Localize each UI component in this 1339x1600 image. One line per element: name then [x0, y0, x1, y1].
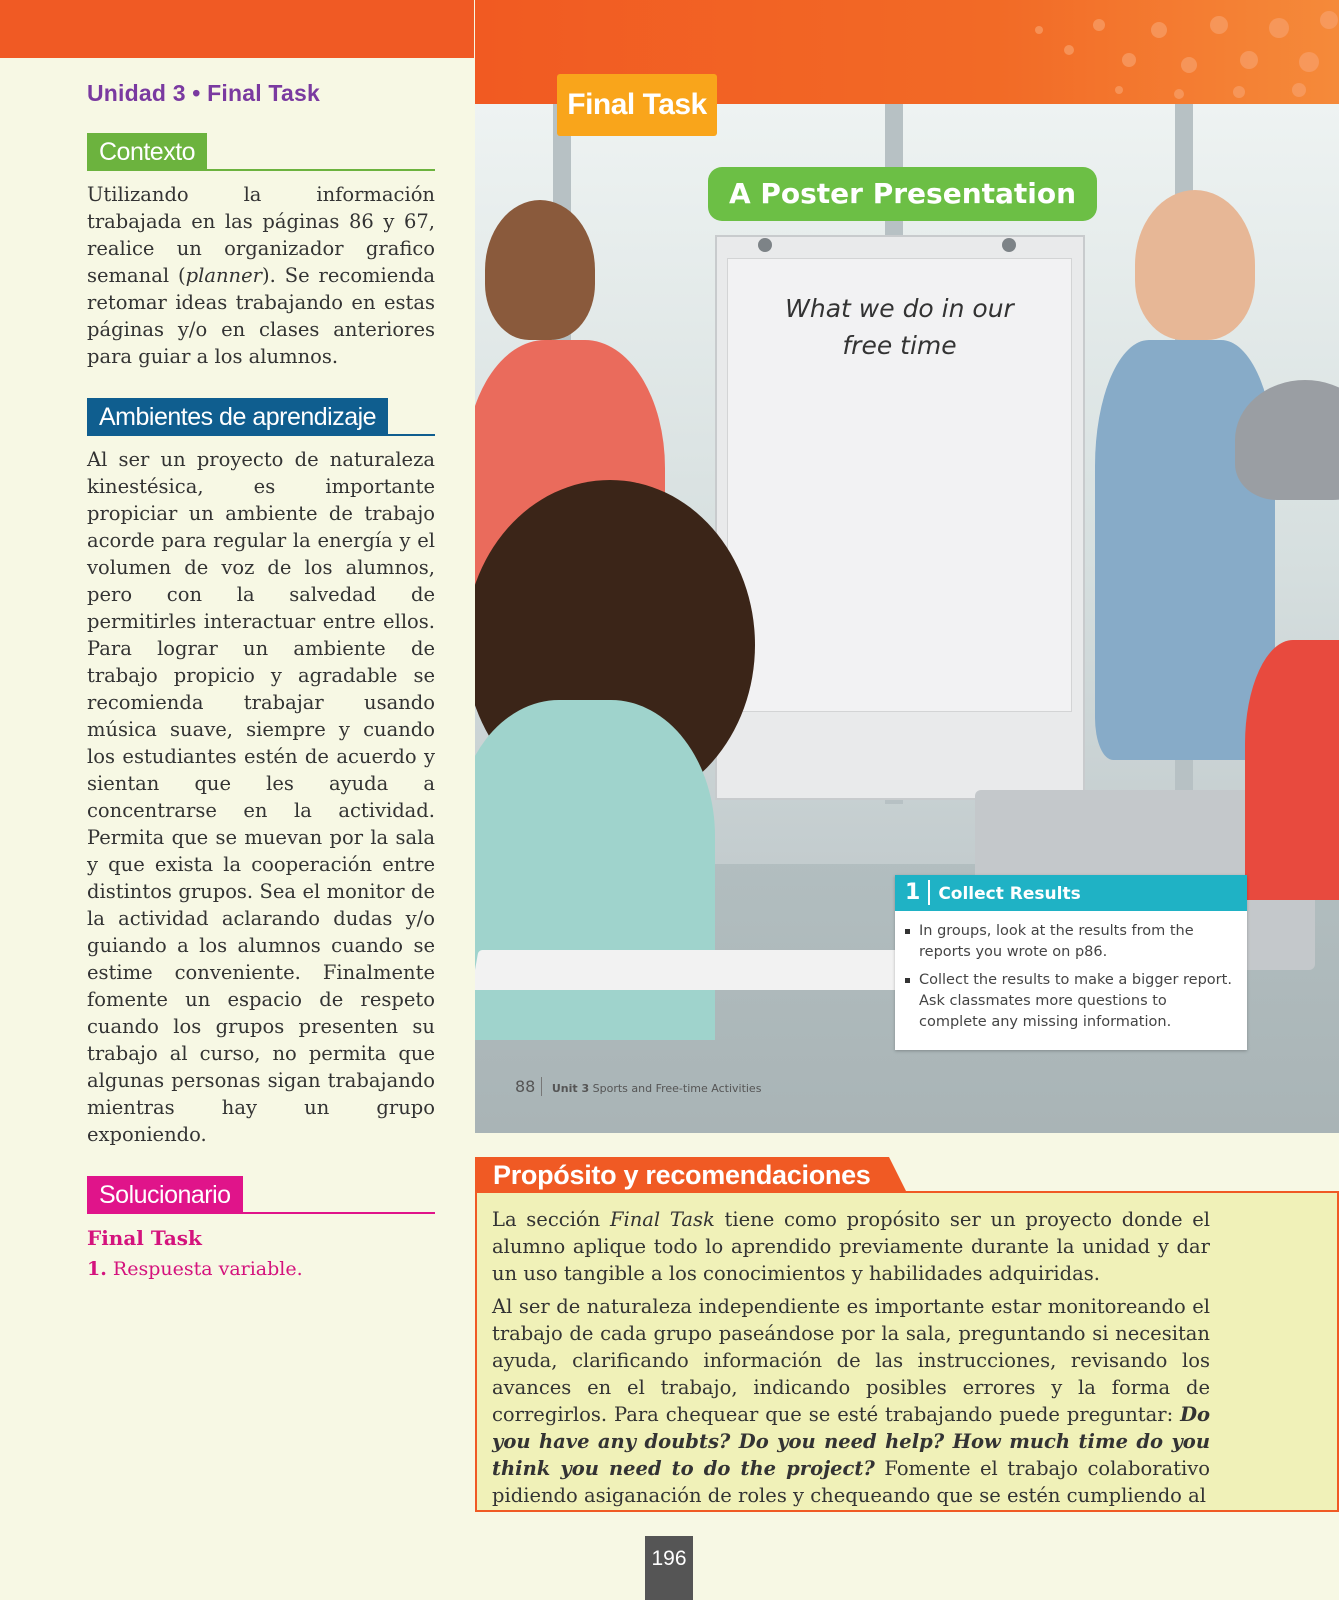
proposito-heading [475, 1157, 1339, 1193]
collect-results-title: Collect Results [938, 884, 1081, 904]
presenter-right-head [1135, 190, 1255, 340]
answer-number: 1. [87, 1258, 107, 1280]
proposito-text [492, 1206, 1210, 1509]
footer-unit: Unit 3 [551, 1082, 590, 1095]
collect-results-box [895, 875, 1247, 1050]
page-number: 196 [645, 1536, 693, 1600]
section-heading-label: Ambientes de aprendizaje [87, 398, 388, 436]
section-heading-label: Contexto [87, 133, 207, 171]
section-contexto-heading [87, 133, 435, 171]
paragraph [492, 1206, 1210, 1287]
section-heading-label: Propósito y recomendaciones [475, 1157, 889, 1193]
solucionario-subtitle: Final Task [87, 1226, 202, 1250]
list-item: Collect the results to make a bigger report. Ask classmates more questions to complete any missing information. [905, 970, 1237, 1033]
text-italic: planner [185, 264, 262, 287]
divider [87, 434, 435, 436]
text-bold-italic: Do you have any doubts? Do you need help? How much time do you think you need to do the project? [492, 1403, 1210, 1480]
ambientes-text: Al ser un proyecto de naturaleza kinestésica, es importante propiciar un ambiente de trabajo acorde para regular la energía y el volumen de voz de los alumnos, pero con la salvedad de permitirles interactuar entre ellos. Para lograr un ambiente de trabajo propicio y agradable se recomienda trabajar usando música suave, siempre y cuando los estudiantes estén de acuerdo y sientan que les ayuda a concentrarse en la actividad. Permita que se muevan por la sala y que exista la cooperación entre distintos grupos. Sea el monitor de la actividad aclarando dudas y/o guiando a los alumnos cuando se estime conveniente. Finalmente fomente un espacio de respeto cuando los grupos presenten su trabajo al curso, no permita que algunas personas sigan trabajando mientras hay un grupo exponiendo. [87, 448, 435, 1146]
flipchart-line: free time [842, 331, 957, 360]
section-solucionario-heading [87, 1176, 435, 1214]
text-italic: Final Task [609, 1208, 715, 1231]
contexto-text [87, 181, 435, 370]
solucionario-answer [87, 1258, 435, 1280]
header-bar [0, 0, 474, 58]
presenter-left-head [485, 200, 595, 340]
flipchart-clip [758, 238, 772, 252]
flipchart-text [727, 290, 1072, 364]
text-span: Al ser de naturaleza independiente es importante estar monitoreando el trabajo de cada grupo paseándose por la sala, preguntando si necesitan ayuda, clarificando información de las instrucciones, revisando los avances en el trabajo, indicando posibles errores y la forma de corregirlos. Para chequear que se esté trabajando puede preguntar: [492, 1295, 1210, 1426]
text-span: Utilizando la información trabajada en las páginas 86 y 67, realice un organizador grafico semanal ( [87, 183, 435, 287]
dot-pattern [999, 0, 1339, 104]
instructions-list [895, 911, 1247, 1033]
final-task-badge: Final Task [557, 74, 717, 136]
paragraph [492, 1293, 1210, 1509]
left-column [87, 80, 435, 1280]
student-page-number: 88 [515, 1077, 542, 1096]
text-span: ). Se recomienda retomar ideas trabajando en estas páginas y/o en clases anteriores para guiar a los alumnos. [87, 264, 435, 368]
step-number: 1 [905, 880, 930, 905]
divider [87, 169, 435, 171]
unit-title: Unidad 3 • Final Task [87, 80, 320, 106]
section-ambientes-heading [87, 398, 435, 436]
divider [87, 1212, 435, 1214]
divider [475, 1191, 1339, 1193]
student-book-photo [475, 0, 1339, 1133]
section-heading-label: Solucionario [87, 1176, 243, 1214]
student-book-footer [515, 1077, 761, 1096]
student-right-body [1245, 640, 1339, 900]
list-item: In groups, look at the results from the reports you wrote on p86. [905, 921, 1237, 963]
footer-title: Sports and Free-time Activities [592, 1082, 762, 1095]
poster-title: A Poster Presentation [708, 167, 1097, 221]
answer-text: Respuesta variable. [112, 1258, 303, 1280]
flipchart-clip [1002, 238, 1016, 252]
text-span: La sección [492, 1208, 610, 1231]
flipchart-line: What we do in our [785, 294, 1014, 323]
text-span: Fomente el trabajo colaborativo pidiendo asiganación de roles y chequeando que se estén cumpliendo al [492, 1457, 1210, 1507]
text-span: tiene como propósito ser un proyecto donde el alumno aplique todo lo aprendido previamente durante la unidad y dar un uso tangible a los conocimientos y habilidades adquiridas. [492, 1208, 1210, 1285]
collect-results-header [895, 875, 1247, 911]
